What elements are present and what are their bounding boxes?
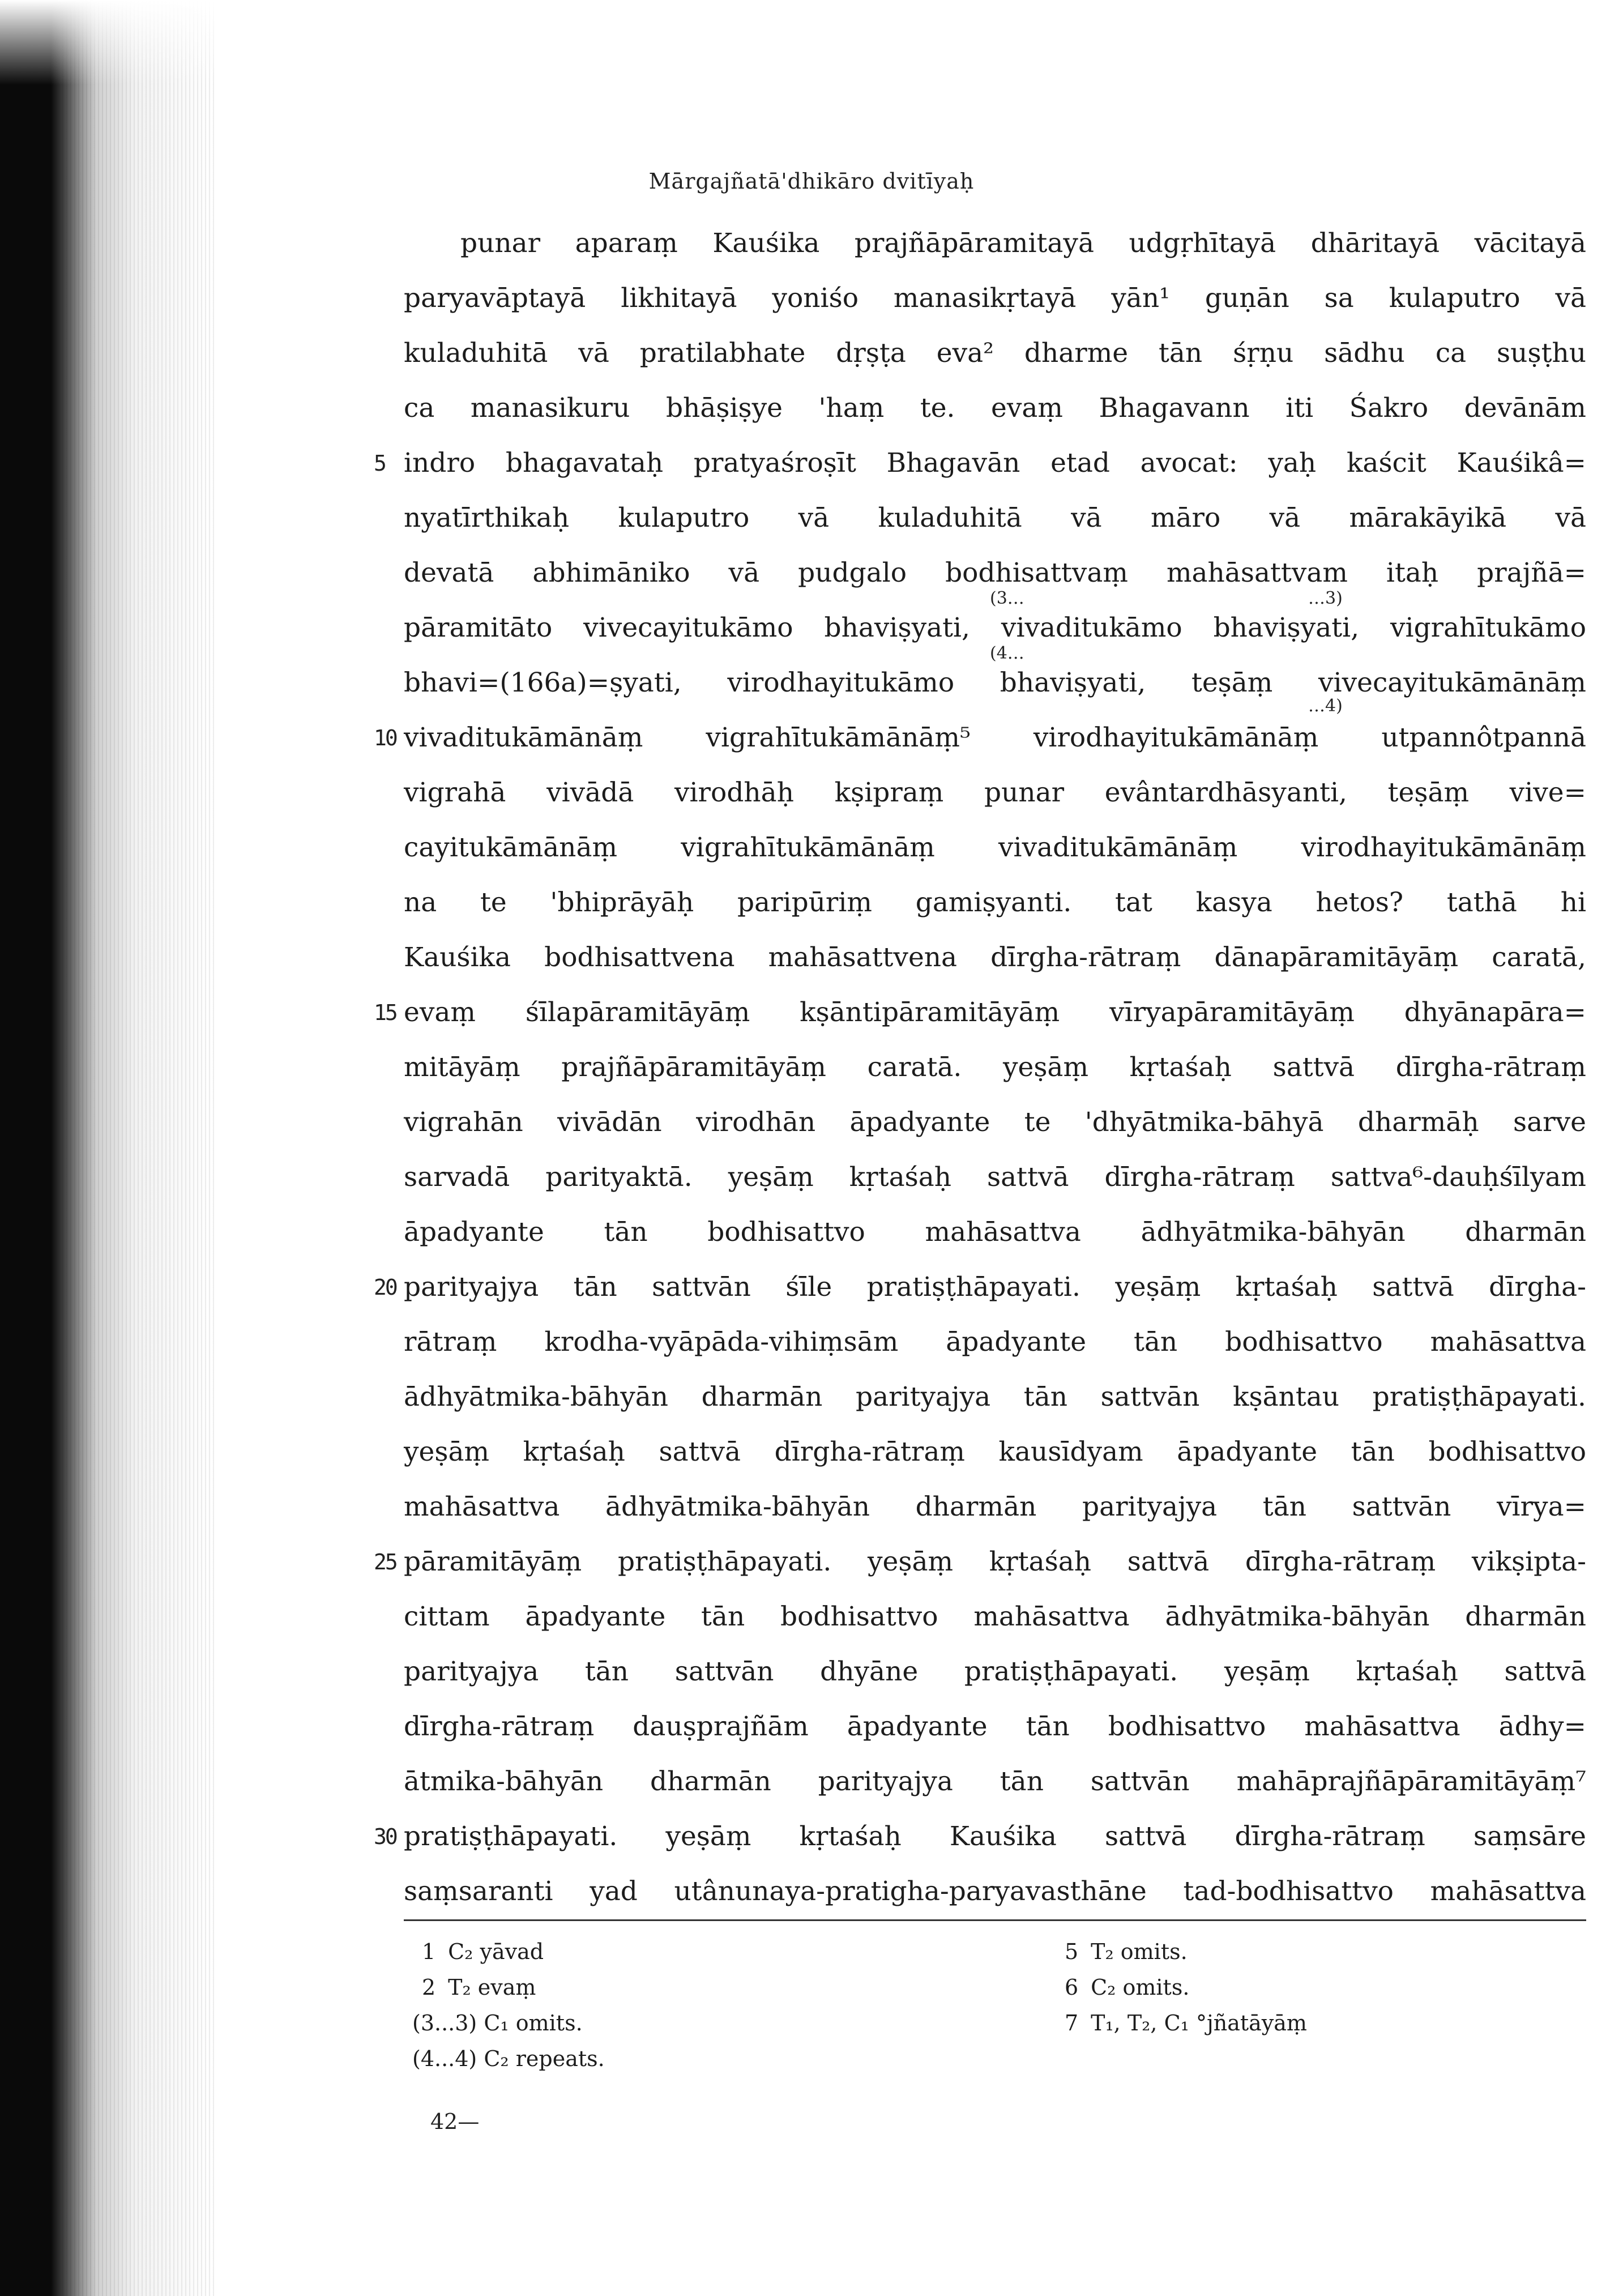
footnote-text: T₂ omits. — [1091, 1939, 1188, 1964]
footnote-key: (4...4) — [412, 2046, 477, 2071]
omission-mark-start: (3… — [990, 588, 1024, 608]
footnote — [412, 2042, 605, 2076]
text-line: pāramitāto vivecayitukāmo bhaviṣyati, vivaditukāmo bhaviṣyati, vigrahītukāmo — [404, 612, 1586, 643]
text-line: pratiṣṭhāpayati. yeṣāṃ kṛtaśaḥ Kauśika sattvā dīrgha-rātraṃ saṃsāre — [404, 1821, 1586, 1852]
footnote — [1065, 1970, 1189, 2004]
text-line: vigrahān vivādān virodhān āpadyante te 'dhyātmika-bāhyā dharmāḥ sarve — [404, 1107, 1586, 1138]
text-line: parityajya tān sattvān dhyāne pratiṣṭhāpayati. yeṣāṃ kṛtaśaḥ sattvā — [404, 1656, 1586, 1687]
text-line: mahāsattva ādhyātmika-bāhyān dharmān parityajya tān sattvān vīrya= — [404, 1491, 1586, 1522]
text-line: punar aparaṃ Kauśika prajñāpāramitayā udgṛhītayā dhāritayā vācitayā — [460, 228, 1586, 259]
text-line: na te 'bhiprāyāḥ paripūriṃ gamiṣyanti. tat kasya hetos? tathā hi — [404, 887, 1586, 918]
repeat-mark-start: (4… — [990, 643, 1024, 663]
footnote — [412, 2006, 583, 2040]
footnote-text: C₂ yāvad — [448, 1939, 544, 1964]
line-number: 20 — [374, 1275, 396, 1300]
text-line: āpadyante tān bodhisattvo mahāsattva ādhyātmika-bāhyān dharmān — [404, 1217, 1586, 1248]
text-line: dīrgha-rātraṃ dauṣprajñām āpadyante tān bodhisattvo mahāsattva ādhy= — [404, 1711, 1586, 1742]
footnote-text: T₂ evaṃ — [448, 1975, 536, 2000]
footnote-text: C₂ repeats. — [484, 2046, 605, 2071]
text-line: mitāyāṃ prajñāpāramitāyāṃ caratā. yeṣāṃ kṛtaśaḥ sattvā dīrgha-rātraṃ — [404, 1052, 1586, 1083]
footnote-text: T₁, T₂, C₁ °jñatāyāṃ — [1091, 2011, 1307, 2035]
footnote-key: (3...3) — [412, 2011, 477, 2035]
text-line: evaṃ śīlapāramitāyāṃ kṣāntipāramitāyāṃ vīryapāramitāyāṃ dhyānapāra= — [404, 997, 1586, 1028]
footnote-rule — [404, 1919, 1586, 1921]
text-line: indro bhagavataḥ pratyaśroṣīt Bhagavān etad avocat: yaḥ kaścit Kauśikâ= — [404, 447, 1586, 479]
text-line: cayitukāmānāṃ vigrahītukāmānāṃ vivaditukāmānāṃ virodhayitukāmānāṃ — [404, 832, 1586, 863]
text-line: paryavāptayā likhitayā yoniśo manasikṛtayā yān¹ guṇān sa kulaputro vā — [404, 283, 1586, 314]
text-line: cittam āpadyante tān bodhisattvo mahāsattva ādhyātmika-bāhyān dharmān — [404, 1601, 1586, 1632]
text-line: Kauśika bodhisattvena mahāsattvena dīrgha-rātraṃ dānapāramitāyāṃ caratā, — [404, 942, 1586, 973]
footnote-text: C₂ omits. — [1091, 1975, 1190, 2000]
text-line: pāramitāyāṃ pratiṣṭhāpayati. yeṣāṃ kṛtaśaḥ sattvā dīrgha-rātraṃ vikṣipta- — [404, 1546, 1586, 1577]
footnote — [422, 1970, 536, 2004]
footnote — [1065, 2006, 1307, 2040]
text-line: ādhyātmika-bāhyān dharmān parityajya tān sattvān kṣāntau pratiṣṭhāpayati. — [404, 1381, 1586, 1412]
line-number: 25 — [374, 1550, 396, 1574]
footnote-key: 1 — [422, 1939, 436, 1964]
footnote — [1065, 1935, 1188, 1969]
text-line: vigrahā vivādā virodhāḥ kṣipraṃ punar evântardhāsyanti, teṣāṃ vive= — [404, 777, 1586, 808]
text-line: kuladuhitā vā pratilabhate dṛṣṭa eva² dharme tān śṛṇu sādhu ca suṣṭhu — [404, 338, 1586, 369]
running-head: Mārgajñatā'dhikāro dvitīyaḥ — [648, 169, 975, 194]
text-line: rātraṃ krodha-vyāpāda-vihiṃsām āpadyante tān bodhisattvo mahāsattva — [404, 1326, 1586, 1358]
line-number: 5 — [374, 451, 385, 476]
omission-mark-end: …3) — [1308, 588, 1343, 608]
text-line: saṃsaranti yad utânunaya-pratigha-paryavasthāne tad-bodhisattvo mahāsattva — [404, 1876, 1586, 1907]
text-line: vivaditukāmānāṃ vigrahītukāmānāṃ⁵ virodhayitukāmānāṃ utpannôtpannā — [404, 722, 1586, 753]
line-number: 15 — [374, 1000, 396, 1025]
footnote-key: 5 — [1065, 1939, 1079, 1964]
text-line: ca manasikuru bhāṣiṣye 'haṃ te. evaṃ Bhagavann iti Śakro devānām — [404, 392, 1586, 424]
footnote — [422, 1935, 544, 1969]
text-line: sarvadā parityaktā. yeṣāṃ kṛtaśaḥ sattvā dīrgha-rātraṃ sattva⁶-dauḥśīlyam — [404, 1162, 1586, 1193]
line-number: 10 — [374, 725, 396, 750]
line-number: 30 — [374, 1824, 396, 1849]
footnote-key: 2 — [422, 1975, 436, 2000]
page-number: 42— — [430, 2109, 480, 2134]
page-edge-lines — [62, 0, 215, 2296]
text-line: devatā abhimāniko vā pudgalo bodhisattvaṃ mahāsattvam itaḥ prajñā= — [404, 557, 1586, 588]
text-line: parityajya tān sattvān śīle pratiṣṭhāpayati. yeṣāṃ kṛtaśaḥ sattvā dīrgha- — [404, 1271, 1586, 1303]
footnote-key: 7 — [1065, 2011, 1079, 2035]
text-line: ātmika-bāhyān dharmān parityajya tān sattvān mahāprajñāpāramitāyāṃ⁷ — [404, 1766, 1586, 1797]
text-line: nyatīrthikaḥ kulaputro vā kuladuhitā vā māro vā mārakāyikā vā — [404, 502, 1586, 534]
text-line: yeṣāṃ kṛtaśaḥ sattvā dīrgha-rātraṃ kausīdyam āpadyante tān bodhisattvo — [404, 1436, 1586, 1467]
footnote-key: 6 — [1065, 1975, 1079, 2000]
repeat-mark-end: …4) — [1308, 696, 1343, 716]
gutter-fade — [0, 0, 215, 85]
text-line: bhavi=(166a)=ṣyati, virodhayitukāmo bhaviṣyati, teṣāṃ vivecayitukāmānāṃ — [404, 667, 1586, 698]
footnote-text: C₁ omits. — [484, 2011, 583, 2035]
